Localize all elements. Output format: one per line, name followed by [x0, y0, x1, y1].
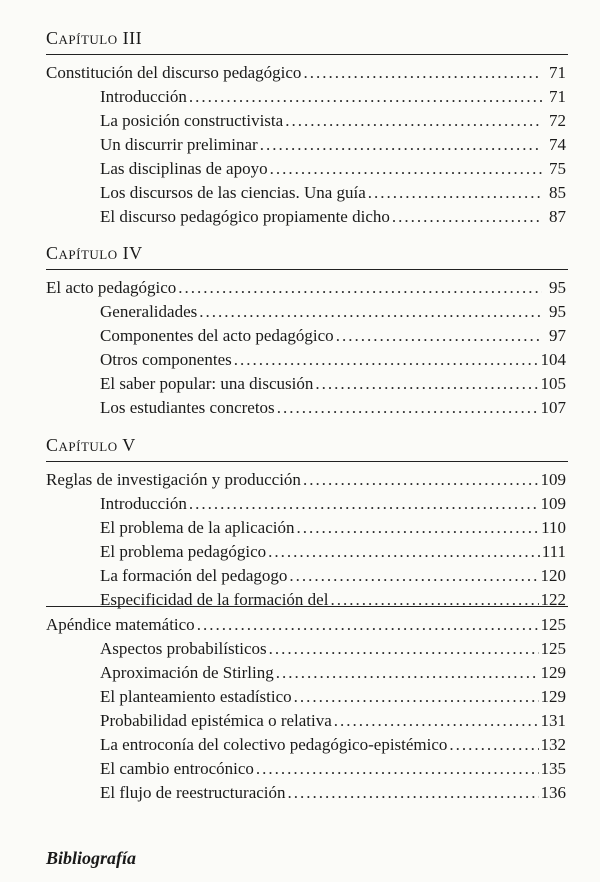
toc-subentry	[46, 133, 566, 157]
page-number: 72	[549, 111, 566, 130]
toc-subentry	[46, 492, 566, 516]
entry-title: Las disciplinas de apoyo	[100, 159, 268, 178]
entry-title: Constitución del discurso pedagógico	[46, 63, 302, 82]
chapter-3	[46, 28, 566, 229]
entry-title: Probabilidad epistémica o relativa	[100, 711, 332, 730]
page-number: 87	[549, 207, 566, 226]
page-number: 125	[540, 615, 566, 634]
page-number: 95	[549, 302, 566, 321]
page-number: 71	[549, 87, 566, 106]
entry-title: Generalidades	[100, 302, 198, 321]
appendix-section	[46, 600, 566, 805]
page-number: 74	[549, 135, 566, 154]
page-number: 110	[541, 518, 566, 537]
entry-list	[46, 276, 566, 420]
dot-leader	[189, 492, 539, 516]
divider	[46, 606, 568, 607]
entry-title: El problema de la aplicación	[100, 518, 295, 537]
toc-subentry	[46, 685, 566, 709]
toc-subentry	[46, 781, 566, 805]
toc-entry	[46, 276, 566, 300]
toc-subentry	[46, 348, 566, 372]
dot-leader	[270, 157, 542, 181]
toc-subentry	[46, 396, 566, 420]
chapter-heading: Capítulo IV	[46, 243, 143, 263]
chapter-5	[46, 435, 566, 612]
entry-title: Reglas de investigación y producción	[46, 470, 301, 489]
toc-subentry	[46, 516, 566, 540]
dot-leader	[449, 733, 538, 757]
entry-title: Especificidad de la formación del	[100, 590, 329, 609]
page-number: 120	[540, 566, 566, 585]
divider	[46, 54, 568, 55]
entry-title: Introducción	[100, 87, 187, 106]
page-number: 129	[540, 663, 566, 682]
toc-subentry	[46, 324, 566, 348]
page-number: 131	[540, 711, 566, 730]
entry-list	[46, 613, 566, 805]
dot-leader	[296, 516, 539, 540]
dot-leader	[315, 372, 538, 396]
page-number: 104	[540, 350, 566, 369]
toc-subentry	[46, 205, 566, 229]
entry-title: Apéndice matemático	[46, 615, 195, 634]
page-number: 109	[540, 470, 566, 489]
entry-list	[46, 61, 566, 229]
dot-leader	[269, 637, 539, 661]
page-number: 107	[540, 398, 566, 417]
dot-leader	[336, 324, 542, 348]
entry-title: El cambio entrocónico	[100, 759, 254, 778]
dot-leader	[368, 181, 542, 205]
toc-entry	[46, 61, 566, 85]
divider	[46, 461, 568, 462]
dot-leader	[234, 348, 539, 372]
page-number: 97	[549, 326, 566, 345]
page-number: 111	[541, 542, 566, 561]
dot-leader	[288, 781, 539, 805]
dot-leader	[294, 685, 539, 709]
entry-title: Otros componentes	[100, 350, 232, 369]
page-number: 136	[540, 783, 566, 802]
entry-title: El saber popular: una discusión	[100, 374, 314, 393]
page-number: 85	[549, 183, 566, 202]
page-number: 135	[540, 759, 566, 778]
dot-leader	[189, 85, 542, 109]
page-number: 129	[540, 687, 566, 706]
dot-leader	[276, 661, 539, 685]
entry-title: El flujo de reestructuración	[100, 783, 286, 802]
page-number: 71	[549, 63, 566, 82]
toc-subentry	[46, 637, 566, 661]
entry-title: La entroconía del colectivo pedagógico-epistémico	[100, 735, 448, 754]
entry-title: Un discurrir preliminar	[100, 135, 258, 154]
entry-title: Introducción	[100, 494, 187, 513]
page-number: 125	[540, 639, 566, 658]
entry-title: Los discursos de las ciencias. Una guía	[100, 183, 366, 202]
entry-title: Aspectos probabilísticos	[100, 639, 267, 658]
page-number: 132	[540, 735, 566, 754]
bibliography-heading: Bibliografía	[46, 848, 137, 868]
divider	[46, 269, 568, 270]
toc-subentry	[46, 564, 566, 588]
dot-leader	[334, 709, 539, 733]
toc-subentry	[46, 733, 566, 757]
entry-title: Los estudiantes concretos	[100, 398, 275, 417]
page-number: 109	[540, 494, 566, 513]
toc-subentry	[46, 181, 566, 205]
entry-title: El planteamiento estadístico	[100, 687, 292, 706]
entry-title: El acto pedagógico	[46, 278, 177, 297]
toc-subentry	[46, 661, 566, 685]
toc-subentry	[46, 757, 566, 781]
dot-leader	[277, 396, 539, 420]
dot-leader	[285, 109, 542, 133]
dot-leader	[197, 613, 539, 637]
entry-title: La formación del pedagogo	[100, 566, 288, 585]
page-number: 122	[540, 590, 566, 609]
entry-title: La posición constructivista	[100, 111, 284, 130]
page-number: 75	[549, 159, 566, 178]
dot-leader	[303, 468, 539, 492]
page-number: 105	[540, 374, 566, 393]
dot-leader	[268, 540, 540, 564]
toc-entry	[46, 468, 566, 492]
entry-title: Aproximación de Stirling	[100, 663, 274, 682]
entry-title: Componentes del acto pedagógico	[100, 326, 334, 345]
toc-subentry	[46, 540, 566, 564]
dot-leader	[303, 61, 542, 85]
entry-title: El problema pedagógico	[100, 542, 267, 561]
chapter-4	[46, 243, 566, 420]
dot-leader	[178, 276, 542, 300]
dot-leader	[199, 300, 542, 324]
dot-leader	[392, 205, 542, 229]
dot-leader	[289, 564, 538, 588]
page-number: 95	[549, 278, 566, 297]
entry-list	[46, 468, 566, 612]
chapter-heading: Capítulo III	[46, 28, 143, 48]
toc-subentry	[46, 372, 566, 396]
dot-leader	[256, 757, 539, 781]
toc-subentry	[46, 157, 566, 181]
dot-leader	[260, 133, 542, 157]
toc-subentry	[46, 109, 566, 133]
toc-subentry	[46, 85, 566, 109]
chapter-heading: Capítulo V	[46, 435, 136, 455]
toc-entry	[46, 613, 566, 637]
entry-title: El discurso pedagógico propiamente dicho	[100, 207, 390, 226]
toc-subentry	[46, 300, 566, 324]
toc-subentry	[46, 709, 566, 733]
